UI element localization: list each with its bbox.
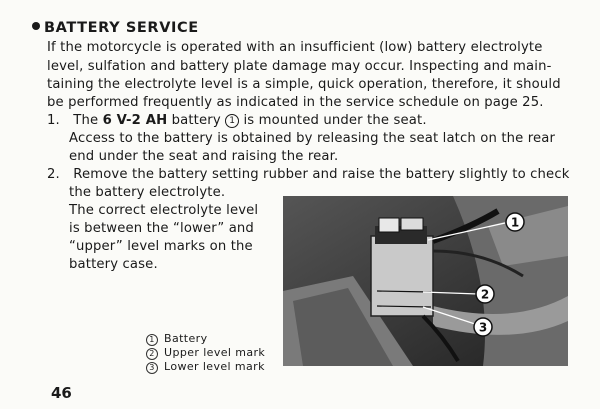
step-text: battery <box>167 113 226 128</box>
ref-number-1: 1 <box>225 114 239 128</box>
legend-item <box>146 360 265 374</box>
svg-text:3: 3 <box>478 320 488 335</box>
heading-text: BATTERY SERVICE <box>44 20 199 36</box>
battery-spec: 6 V-2 AH <box>102 113 168 128</box>
battery-photo <box>283 196 568 366</box>
step-1 <box>47 113 427 128</box>
step-2-line: The correct electrolyte level <box>69 203 259 218</box>
step-1-line: Access to the battery is obtained by releasing the seat latch on the rear <box>69 131 556 146</box>
legend-item <box>146 332 208 346</box>
step-text: is mounted under the seat. <box>239 113 427 128</box>
intro-line: level, sulfation and battery plate damage may occur. Inspecting and main- <box>47 59 552 74</box>
callout-3 <box>474 318 492 336</box>
svg-text:2: 2 <box>480 287 490 302</box>
step-2-line: “upper” level marks on the <box>69 239 253 254</box>
step-2 <box>47 167 570 182</box>
step-text: Remove the battery setting rubber and raise the battery slightly to check <box>73 167 570 182</box>
page-number: 46 <box>51 384 72 402</box>
legend-label: Battery <box>164 332 208 345</box>
callout-2 <box>476 285 494 303</box>
legend-item <box>146 346 265 360</box>
step-2-line: is between the “lower” and <box>69 221 254 236</box>
legend-number: 2 <box>146 348 158 360</box>
legend-number: 3 <box>146 362 158 374</box>
step-1-line: end under the seat and raising the rear. <box>69 149 339 164</box>
step-2-line: the battery electrolyte. <box>69 185 226 200</box>
step-2-line: battery case. <box>69 257 158 272</box>
svg-text:1: 1 <box>510 215 520 230</box>
intro-line: be performed frequently as indicated in the service schedule on page 25. <box>47 95 544 110</box>
callout-1 <box>506 213 524 231</box>
section-heading <box>32 20 199 36</box>
step-text: The <box>73 113 103 128</box>
legend-label: Upper level mark <box>164 346 266 359</box>
intro-line: If the motorcycle is operated with an insufficient (low) battery electrolyte <box>47 40 543 55</box>
intro-line: taining the electrolyte level is a simple, quick operation, therefore, it should <box>47 77 561 92</box>
legend-number: 1 <box>146 334 158 346</box>
step-number: 1. <box>47 113 60 128</box>
step-number: 2. <box>47 167 60 182</box>
legend-label: Lower level mark <box>164 360 265 373</box>
battery-photo-illustration <box>283 196 568 366</box>
bullet-icon <box>32 22 40 30</box>
